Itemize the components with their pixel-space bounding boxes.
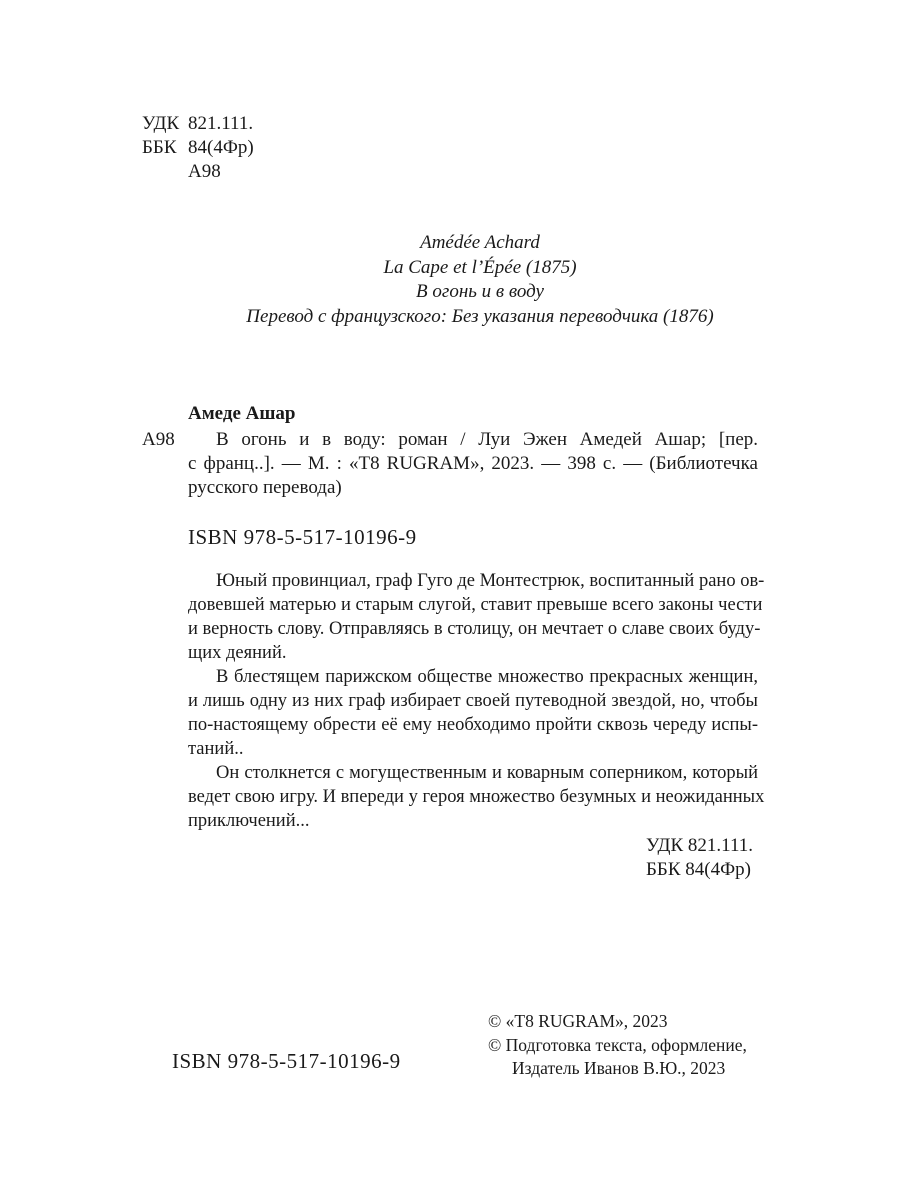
udk-row	[142, 112, 254, 136]
annotation-line: приключений...	[188, 811, 310, 831]
annotation-line: Юный провинциал, граф Гуго де Монтестрюк, воспитанный рано ов-	[216, 571, 765, 591]
copyright-line: © «T8 RUGRAM», 2023	[488, 1011, 668, 1031]
classification-bottom	[646, 834, 753, 882]
bib-line: В огонь и в воду: роман / Луи Эжен Амедей Ашар; [пер.	[216, 429, 758, 450]
annotation-line: и лишь одну из них граф избирает своей путеводной звездой, но, чтобы	[188, 691, 758, 711]
bibliographic-description	[188, 428, 758, 500]
annotation-paragraph	[188, 569, 765, 665]
annotation-line: довевшей матерью и старым слугой, ставит превыше всего законы чести	[188, 595, 763, 615]
original-edition	[200, 231, 760, 329]
bbk-row	[142, 136, 254, 160]
bbk-value: 84(4Фр)	[188, 137, 254, 158]
udk-value: 821.111.	[188, 113, 254, 134]
classification-top	[142, 112, 254, 184]
bib-line: с франц..]. — М. : «T8 RUGRAM», 2023. — 398 с. — (Библиотечка	[188, 453, 758, 474]
isbn-bottom: ISBN 978-5-517-10196-9	[172, 1049, 401, 1073]
annotation-line: В блестящем парижском обществе множество прекрасных женщин,	[216, 667, 758, 687]
bbk-label: ББК	[142, 137, 177, 158]
author-code-top: А98	[188, 161, 221, 182]
annotation-line: Он столкнется с могущественным и коварным соперником, который	[216, 763, 758, 783]
translation-note: Перевод с французского: Без указания переводчика (1876)	[246, 305, 714, 327]
udk-label: УДК	[142, 113, 180, 134]
original-author: Amédée Achard	[420, 232, 540, 253]
annotation-paragraph	[188, 761, 765, 833]
annotation-line: и верность слову. Отправляясь в столицу, он мечтает о славе своих буду-	[188, 619, 761, 639]
author-heading: Амеде Ашар	[188, 403, 296, 424]
annotation-line: ведет свою игру. И впереди у героя множество безумных и неожиданных	[188, 787, 765, 807]
annotation-paragraph	[188, 665, 758, 761]
copyright-block	[488, 1010, 747, 1081]
author-code: А98	[142, 429, 175, 450]
copyright-line: Издатель Иванов В.Ю., 2023	[512, 1058, 726, 1078]
isbn-main: ISBN 978-5-517-10196-9	[188, 525, 417, 549]
annotation-line: щих деяний.	[188, 643, 287, 663]
bib-line: русского перевода)	[188, 477, 342, 498]
original-title: La Cape et l’Épée (1875)	[383, 256, 577, 278]
bbk-bottom: ББК 84(4Фр)	[646, 859, 751, 880]
annotation	[188, 569, 765, 833]
annotation-line: по-настоящему обрести её ему необходимо пройти сквозь череду испы-	[188, 715, 758, 735]
udk-bottom: УДК 821.111.	[646, 835, 754, 856]
russian-title: В огонь и в воду	[416, 281, 544, 302]
annotation-line: таний..	[188, 739, 244, 759]
copyright-line: © Подготовка текста, оформление,	[488, 1034, 747, 1055]
